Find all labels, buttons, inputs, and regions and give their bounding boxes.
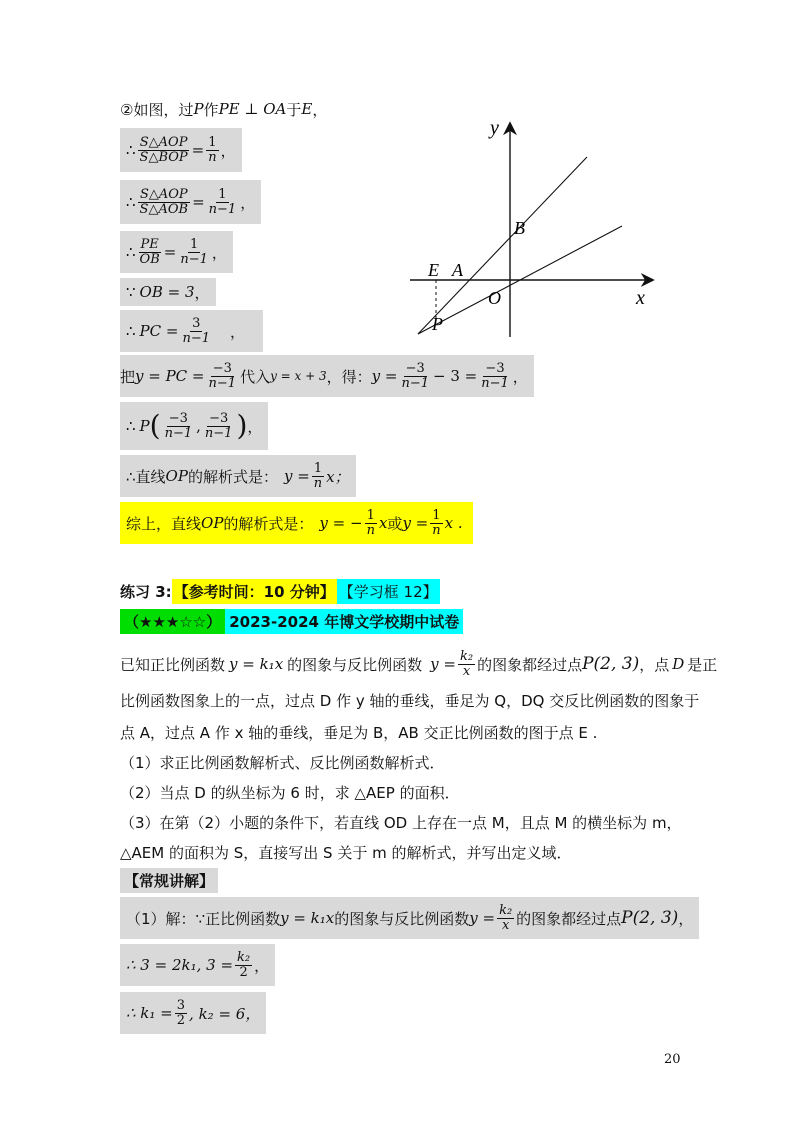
label-b: B: [514, 218, 525, 238]
exercise-header: [120, 577, 440, 605]
step-summary: 综上，直线 OP 的解析式是： y = − $\frac{1}{n}$ x 或 y = $\frac{1}{n}$ x .: [120, 502, 473, 544]
solution-line-1: （1）解：∵正比例函数 y = k₁x 的图象与反比例函数 y = $\frac{\text{k₂}}{x}$ 的图象都经过点 P(2, 3) ，: [120, 897, 699, 939]
step-ratio-2: ∴ $\frac{\text{S△AOP}}{\text{S△AOB}}$ = $\frac{1}{n-1}$ ，: [120, 180, 261, 224]
step-op-line: ∴直线 OP 的解析式是： y = $\frac{1}{n}$ x；: [120, 455, 356, 497]
exercise-title: 练习 3:: [120, 582, 172, 601]
step-pc: ∴ PC = $\frac{3}{n-1}$ ，: [120, 310, 263, 352]
label-o: O: [488, 288, 501, 308]
line-pb: [418, 157, 587, 334]
exercise-source: 2023-2024 年博文学校期中试卷: [225, 609, 463, 634]
step-substitute: 把 y = PC = $\frac{-3}{n-1}$ 代入 y = x + 3 ，得： y = $\frac{-3}{n-1}$ − 3 = $\frac{-3}{n-1}$ ，: [120, 355, 534, 397]
stem-line-1: 已知正比例函数 y = k₁x 的图象与反比例函数 y = $\frac{\text{k₂}}{x}$ 的图象都经过点 P(2, 3) ，点 D 是正: [120, 648, 718, 679]
solution-line-2: ∴ 3 = 2k₁, 3 = $\frac{\text{k₂}}{2}$ ，: [120, 944, 275, 986]
label-p: P: [432, 314, 443, 334]
question-3: （3）在第（2）小题的条件下，若直线 OD 上存在一点 M，且点 M 的横坐标为 m，: [120, 813, 682, 832]
stem-line-2: 比例函数图象上的一点，过点 D 作 y 轴的垂线，垂足为 Q，DQ 交反比例函数的图象于: [120, 691, 700, 710]
axis-x-label: x: [636, 287, 645, 309]
explain-header: 【常规讲解】: [120, 866, 218, 894]
difficulty-stars: （★★★☆☆）: [120, 609, 225, 634]
page-number: 20: [664, 1052, 681, 1067]
step-pe-ob: ∴ $\frac{PE}{OB}$ = $\frac{1}{n-1}$ ，: [120, 231, 233, 273]
step-ratio-1: ∴ $\frac{\text{S△AOP}}{\text{S△BOP}}$ = $\frac{1}{n}$ ，: [120, 128, 242, 172]
stem-line-3: 点 A，过点 A 作 x 轴的垂线，垂足为 B，AB 交正比例函数的图于点 E .: [120, 723, 598, 742]
step-ob: ∵ OB = 3 ，: [120, 278, 216, 306]
label-e: E: [428, 260, 439, 280]
coordinate-figure: [400, 112, 670, 342]
axis-y-label: y: [490, 117, 499, 139]
question-2: （2）当点 D 的纵坐标为 6 时，求 △AEP 的面积．: [120, 783, 460, 802]
study-frame: 【学习框 12】: [337, 579, 440, 604]
question-3-continued: △AEM 的面积为 S，直接写出 S 关于 m 的解析式，并写出定义域．: [120, 843, 572, 862]
step-intro: ②如图，过 P 作 PE ⊥ OA 于 E ，: [120, 100, 328, 119]
step-point-p: ∴ P ( $\frac{-3}{n-1}$ , $\frac{-3}{n-1}$ ) ，: [120, 402, 268, 450]
exercise-source-row: [120, 607, 463, 635]
label-a: A: [452, 260, 463, 280]
question-1: （1）求正比例函数解析式、反比例函数解析式．: [120, 753, 445, 772]
reference-time: 【参考时间：10 分钟】: [172, 579, 337, 604]
solution-line-3: ∴ k₁ = $\frac{3}{2}$ , k₂ = 6，: [120, 992, 266, 1034]
